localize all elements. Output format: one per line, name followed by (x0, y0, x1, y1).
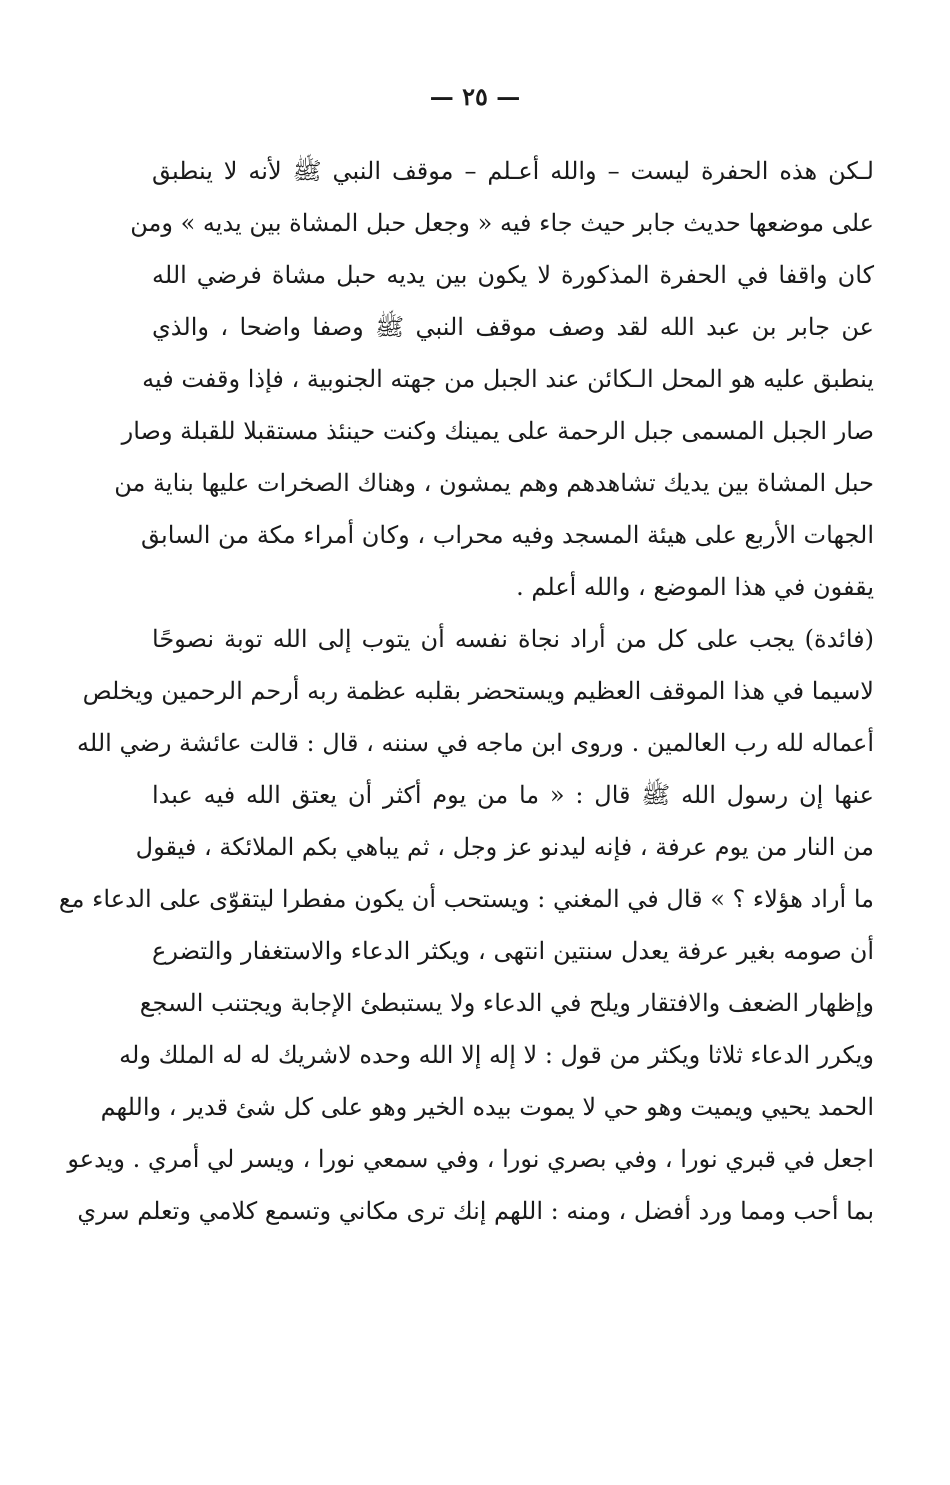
text-line: صار الجبل المسمى جبل الرحمة على يمينك وكنت حينئذ مستقبلا للقبلة وصار (121, 417, 874, 445)
text-line: وإظهار الضعف والافتقار ويلح في الدعاء ولا يستبطئ الإجابة ويجتنب السجع (139, 989, 874, 1017)
text-line: عن جابر بن عبد الله لقد وصف موقف النبي ﷺ وصفا واضحا ، والذي (152, 313, 874, 341)
text-line: بما أحب ومما ورد أفضل ، ومنه : اللهم إنك ترى مكاني وتسمع كلامي وتعلم سري (77, 1197, 874, 1225)
text-line: أن صومه بغير عرفة يعدل سنتين انتهى ، ويكثر الدعاء والاستغفار والتضرع (152, 937, 874, 965)
page-number: — ٢٥ — (429, 82, 521, 111)
body-text (58, 145, 874, 1237)
text-line: الحمد يحيي ويميت وهو حي لا يموت بيده الخير وهو على كل شئ قدير ، واللهم (100, 1093, 874, 1121)
text-line: ويكرر الدعاء ثلاثا ويكثر من قول : لا إله إلا الله وحده لاشريك له له الملك وله (119, 1041, 874, 1069)
text-line: ينطبق عليه هو المحل الـكائن عند الجبل من جهته الجنوبية ، فإذا وقفت فيه (142, 365, 874, 393)
text-line: أعماله لله رب العالمين . وروى ابن ماجه في سننه ، قال : قالت عائشة رضي الله (77, 729, 874, 757)
text-line: عنها إن رسول الله ﷺ قال : « ما من يوم أكثر أن يعتق الله فيه عبدا (152, 781, 874, 809)
text-line: حبل المشاة بين يديك تشاهدهم وهم يمشون ، وهناك الصخرات عليها بناية من (114, 469, 874, 497)
text-line: يقفون في هذا الموضع ، والله أعلم . (516, 573, 874, 601)
text-line: (فائدة) يجب على كل من أراد نجاة نفسه أن يتوب إلى الله توبة نصوحًا (152, 625, 874, 653)
text-line: اجعل في قبري نورا ، وفي بصري نورا ، وفي سمعي نورا ، ويسر لي أمري . ويدعو (67, 1145, 874, 1173)
paragraph-benefit (58, 613, 874, 1237)
text-line: لـكن هذه الحفرة ليست – والله أعـلم – موقف النبي ﷺ لأنه لا ينطبق (152, 157, 874, 185)
text-line: من النار من يوم عرفة ، فإنه ليدنو عز وجل ، ثم يباهي بكم الملائكة ، فيقول (135, 833, 874, 861)
text-line: الجهات الأربع على هيئة المسجد وفيه محراب ، وكان أمراء مكة من السابق (141, 521, 874, 549)
text-line: كان واقفا في الحفرة المذكورة لا يكون بين يديه حبل مشاة فرضي الله (152, 261, 874, 289)
paragraph-mount-arafat (114, 145, 874, 613)
text-line: لاسيما في هذا الموقف العظيم ويستحضر بقلبه عظمة ربه أرحم الرحمين ويخلص (82, 677, 874, 705)
text-line: ما أراد هؤلاء ؟ » قال في المغني : ويستحب أن يكون مفطرا ليتقوّى على الدعاء مع (58, 885, 874, 913)
text-line: على موضعها حديث جابر حيث جاء فيه « وجعل حبل المشاة بين يديه » ومن (130, 209, 874, 237)
